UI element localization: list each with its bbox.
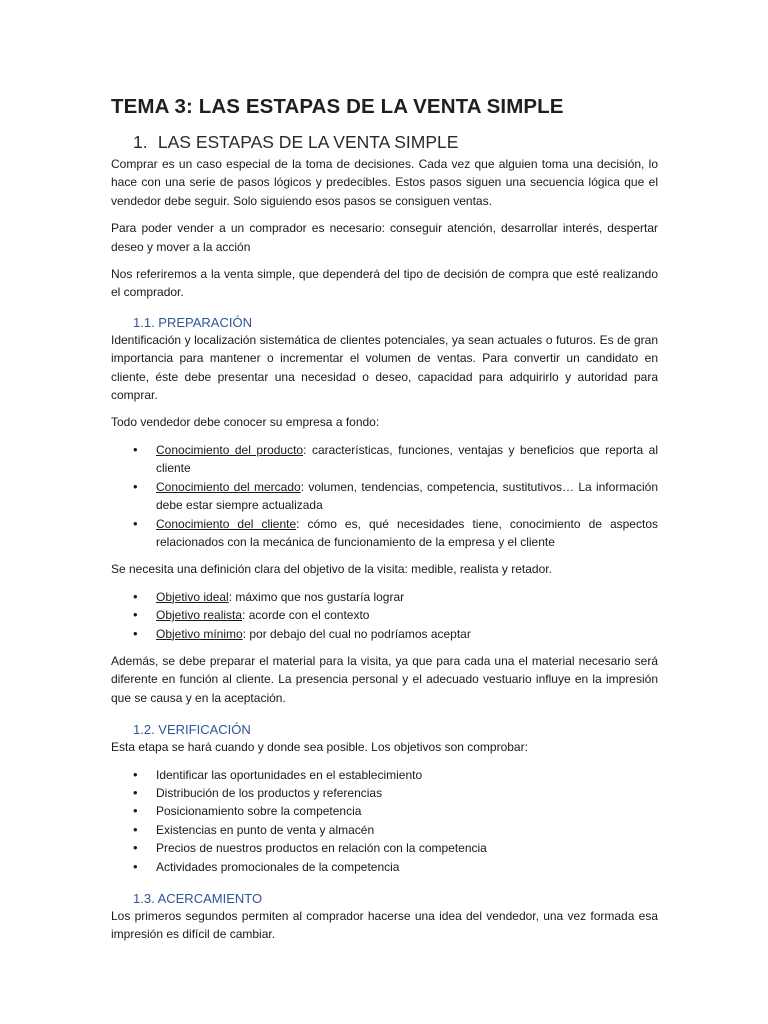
verification-list bbox=[111, 766, 658, 876]
paragraph: Los primeros segundos permiten al comprador hacerse una idea del vendedor, una vez formada esa impresión es difícil de cambiar. bbox=[111, 909, 658, 942]
list-item-text: Distribución de los productos y referencias bbox=[156, 785, 383, 800]
bullet-icon: • bbox=[133, 766, 138, 782]
subsection-heading-verificacion: 1.2. VERIFICACIÓN bbox=[133, 722, 251, 738]
list-item-text: Existencias en punto de venta y almacén bbox=[156, 822, 375, 837]
list-item bbox=[133, 839, 658, 857]
list-item-text: : características, funciones, ventajas y beneficios que reporta al cliente bbox=[156, 442, 658, 476]
list-item-term: Objetivo realista bbox=[156, 608, 243, 623]
list-item bbox=[133, 441, 658, 478]
list-item-text: : máximo que nos gustaría lograr bbox=[228, 589, 405, 604]
bullet-icon: • bbox=[133, 784, 138, 800]
paragraph: Identificación y localización sistemática de clientes potenciales, ya sean actuales o futuros. Es de gran importancia para mantener o incrementar el volumen de ventas. Para convertir un candidato en cliente, éste debe presentar una necesidad o deseo, capacidad para adquirirlo y autoridad para comprar. bbox=[111, 332, 658, 403]
list-item-text: : acorde con el contexto bbox=[242, 608, 370, 623]
paragraph: Comprar es un caso especial de la toma de decisiones. Cada vez que alguien toma una decisión, lo hace con una serie de pasos lógicos y predecibles. Estos pasos siguen una secuencia lógica que el vendedor debe seguir. Solo siguiendo esos pasos se consiguen ventas. bbox=[111, 157, 658, 208]
list-item-text: Precios de nuestros productos en relación con la competencia bbox=[156, 841, 487, 856]
bullet-icon: • bbox=[133, 840, 138, 856]
list-item-text: : por debajo del cual no podríamos aceptar bbox=[242, 626, 471, 641]
document-title: TEMA 3: LAS ESTAPAS DE LA VENTA SIMPLE bbox=[111, 95, 564, 118]
section-number: 1. bbox=[133, 132, 148, 152]
list-item-term: Conocimiento del producto bbox=[156, 442, 304, 457]
paragraph: Esta etapa se hará cuando y donde sea posible. Los objetivos son comprobar: bbox=[111, 740, 528, 755]
bullet-icon: • bbox=[133, 821, 138, 837]
objectives-list bbox=[111, 588, 658, 643]
list-item bbox=[133, 766, 658, 784]
list-item-term: Objetivo mínimo bbox=[156, 626, 243, 641]
bullet-icon: • bbox=[133, 478, 138, 494]
bullet-icon: • bbox=[133, 858, 138, 874]
bullet-icon: • bbox=[133, 588, 138, 604]
paragraph: Para poder vender a un comprador es necesario: conseguir atención, desarrollar interés, despertar deseo y mover a la acción bbox=[111, 221, 658, 254]
list-item-text: : cómo es, qué necesidades tiene, conocimiento de aspectos relacionados con la mecánica de funcionamiento de la empresa y el cliente bbox=[156, 516, 658, 549]
list-item-term: Objetivo ideal bbox=[156, 589, 229, 604]
list-item bbox=[133, 784, 658, 802]
bullet-icon: • bbox=[133, 515, 138, 531]
list-item-text: Posicionamiento sobre la competencia bbox=[156, 804, 362, 819]
bullet-icon: • bbox=[133, 803, 138, 819]
list-item bbox=[133, 606, 658, 624]
list-item-term: Conocimiento del mercado bbox=[156, 479, 301, 494]
list-item bbox=[133, 625, 658, 643]
list-item bbox=[133, 821, 658, 839]
bullet-icon: • bbox=[133, 607, 138, 623]
paragraph: Todo vendedor debe conocer su empresa a fondo: bbox=[111, 415, 380, 430]
list-item-term: Conocimiento del cliente bbox=[156, 516, 297, 531]
list-item-text: Actividades promocionales de la competencia bbox=[156, 859, 400, 874]
list-item bbox=[133, 858, 658, 876]
list-item bbox=[133, 802, 658, 820]
list-item-text: : volumen, tendencias, competencia, sustitutivos… La información debe estar siempre actualizada bbox=[156, 479, 658, 513]
section-heading-text: LAS ESTAPAS DE LA VENTA SIMPLE bbox=[157, 132, 459, 152]
list-item bbox=[133, 588, 658, 606]
paragraph: Nos referiremos a la venta simple, que dependerá del tipo de decisión de compra que esté realizando el comprador. bbox=[111, 267, 658, 300]
list-item bbox=[133, 478, 658, 515]
list-item bbox=[133, 515, 658, 552]
subsection-heading-acercamiento: 1.3. ACERCAMIENTO bbox=[133, 891, 263, 906]
knowledge-list bbox=[111, 441, 658, 551]
paragraph: Además, se debe preparar el material para la visita, ya que para cada una el material necesario será diferente en función al cliente. La presencia personal y el adecuado vestuario influye en la impresión que se causa y en la aceptación. bbox=[111, 653, 658, 705]
paragraph: Se necesita una definición clara del objetivo de la visita: medible, realista y retador. bbox=[111, 562, 552, 577]
subsection-heading-preparacion: 1.1. PREPARACIÓN bbox=[133, 314, 252, 330]
section-heading bbox=[111, 132, 658, 153]
bullet-icon: • bbox=[133, 441, 138, 457]
list-item-text: Identificar las oportunidades en el establecimiento bbox=[156, 767, 423, 782]
bullet-icon: • bbox=[133, 625, 138, 641]
